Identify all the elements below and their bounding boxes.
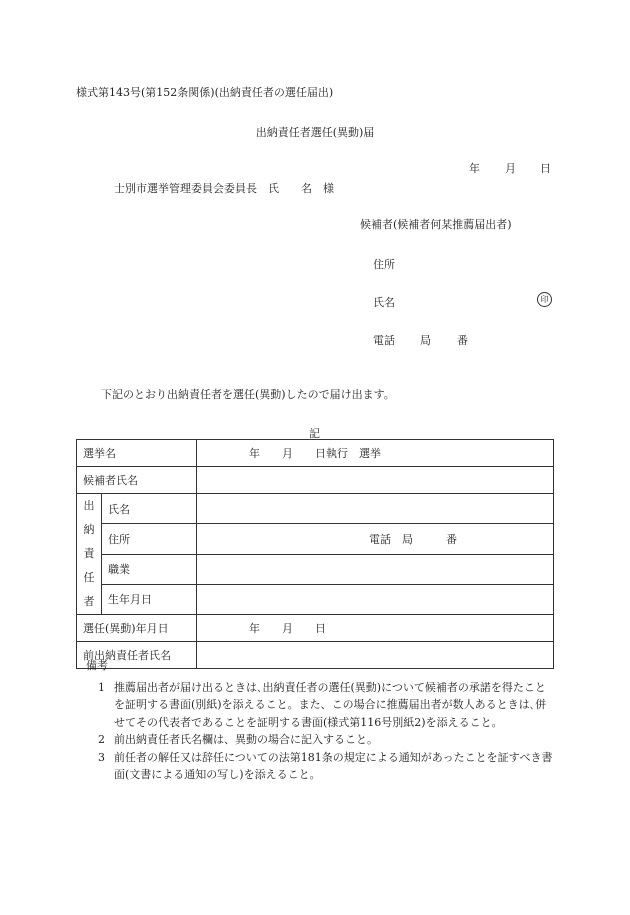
treasurer-char: 責 (83, 547, 95, 560)
addressee: 士別市選挙管理委員会委員長 氏 名 様 (114, 182, 334, 195)
date-month: 月 (505, 162, 516, 175)
treasurer-birth-value[interactable] (197, 584, 554, 614)
applicant-phone-exchange: 局 (420, 334, 431, 347)
row-treasurer-birth (77, 584, 554, 614)
remarks-section (86, 657, 556, 784)
treasurer-name-value[interactable] (197, 494, 554, 524)
appointment-date-label: 選任(異動)年月日 (77, 615, 197, 642)
treasurer-phone-label: 電話 局 番 (197, 524, 554, 554)
treasurer-address-label: 住所 (102, 524, 197, 554)
treasurer-name-label: 氏名 (102, 494, 197, 524)
remark-item (86, 731, 556, 749)
treasurer-birth-label: 生年月日 (102, 584, 197, 614)
date-year: 年 (469, 162, 480, 175)
remark-number: 1 (98, 680, 105, 694)
election-value: 年 月 日執行 選挙 (197, 440, 554, 467)
remarks-heading: 備考 (86, 659, 108, 672)
remark-item (86, 679, 556, 732)
seal-mark (537, 292, 552, 307)
treasurer-vertical-label (77, 494, 102, 615)
remark-item (86, 749, 556, 784)
applicant-phone-label: 電話 (373, 334, 395, 347)
remark-text: 前出納責任者氏名欄は、異動の場合に記入すること。 (114, 733, 378, 746)
record-heading: 記 (309, 427, 320, 440)
applicant-phone-number: 番 (457, 334, 468, 347)
candidate-name-value[interactable] (197, 467, 554, 494)
row-treasurer-address (77, 524, 554, 554)
treasurer-char: 納 (83, 523, 95, 536)
previous-treasurer-label: 前出納責任者氏名 (77, 642, 197, 669)
treasurer-char: 任 (83, 571, 95, 584)
treasurer-char: 出 (83, 499, 95, 512)
row-election (77, 440, 554, 467)
date-day: 日 (540, 162, 551, 175)
treasurer-char: 者 (83, 595, 95, 608)
treasurer-occupation-label: 職業 (102, 554, 197, 584)
form-reference: 様式第143号(第152条関係)(出納責任者の選任届出) (76, 86, 334, 99)
treasurer-form-table (76, 439, 554, 669)
remark-text: 前任者の解任又は辞任についての法第181条の規定による通知があったことを証すべき書面(文書による通知の写し)を添えること。 (114, 750, 553, 781)
row-treasurer-name (77, 494, 554, 524)
appointment-date-value: 年 月 日 (197, 615, 554, 642)
remark-text: 推薦届出者が届け出るときは､出納責任者の選任(異動)について候補者の承諾を得たことを証明する書面(別紙)を添えること。また、この場合に推薦届出者が数人あるときは､併せてその代表者であることを証明する書面(様式第116号別紙2)を添えること。 (114, 680, 547, 729)
applicant-name-label: 氏名 (373, 296, 395, 309)
row-appointment-date (77, 615, 554, 642)
applicant-address-label: 住所 (373, 258, 395, 271)
remark-number: 2 (98, 733, 105, 746)
election-name-label: 選挙名 (77, 440, 197, 467)
seal-icon: 印 (537, 292, 552, 307)
statement: 下記のとおり出納責任者を選任(異動)したので届け出ます。 (101, 388, 395, 401)
treasurer-occupation-value[interactable] (197, 554, 554, 584)
row-candidate (77, 467, 554, 494)
row-treasurer-occupation (77, 554, 554, 584)
remark-number: 3 (98, 750, 105, 764)
candidate-name-label: 候補者氏名 (77, 467, 197, 494)
applicant-heading: 候補者(候補者何某推薦届出者) (360, 218, 512, 231)
document-title: 出納責任者選任(異動)届 (255, 126, 375, 139)
